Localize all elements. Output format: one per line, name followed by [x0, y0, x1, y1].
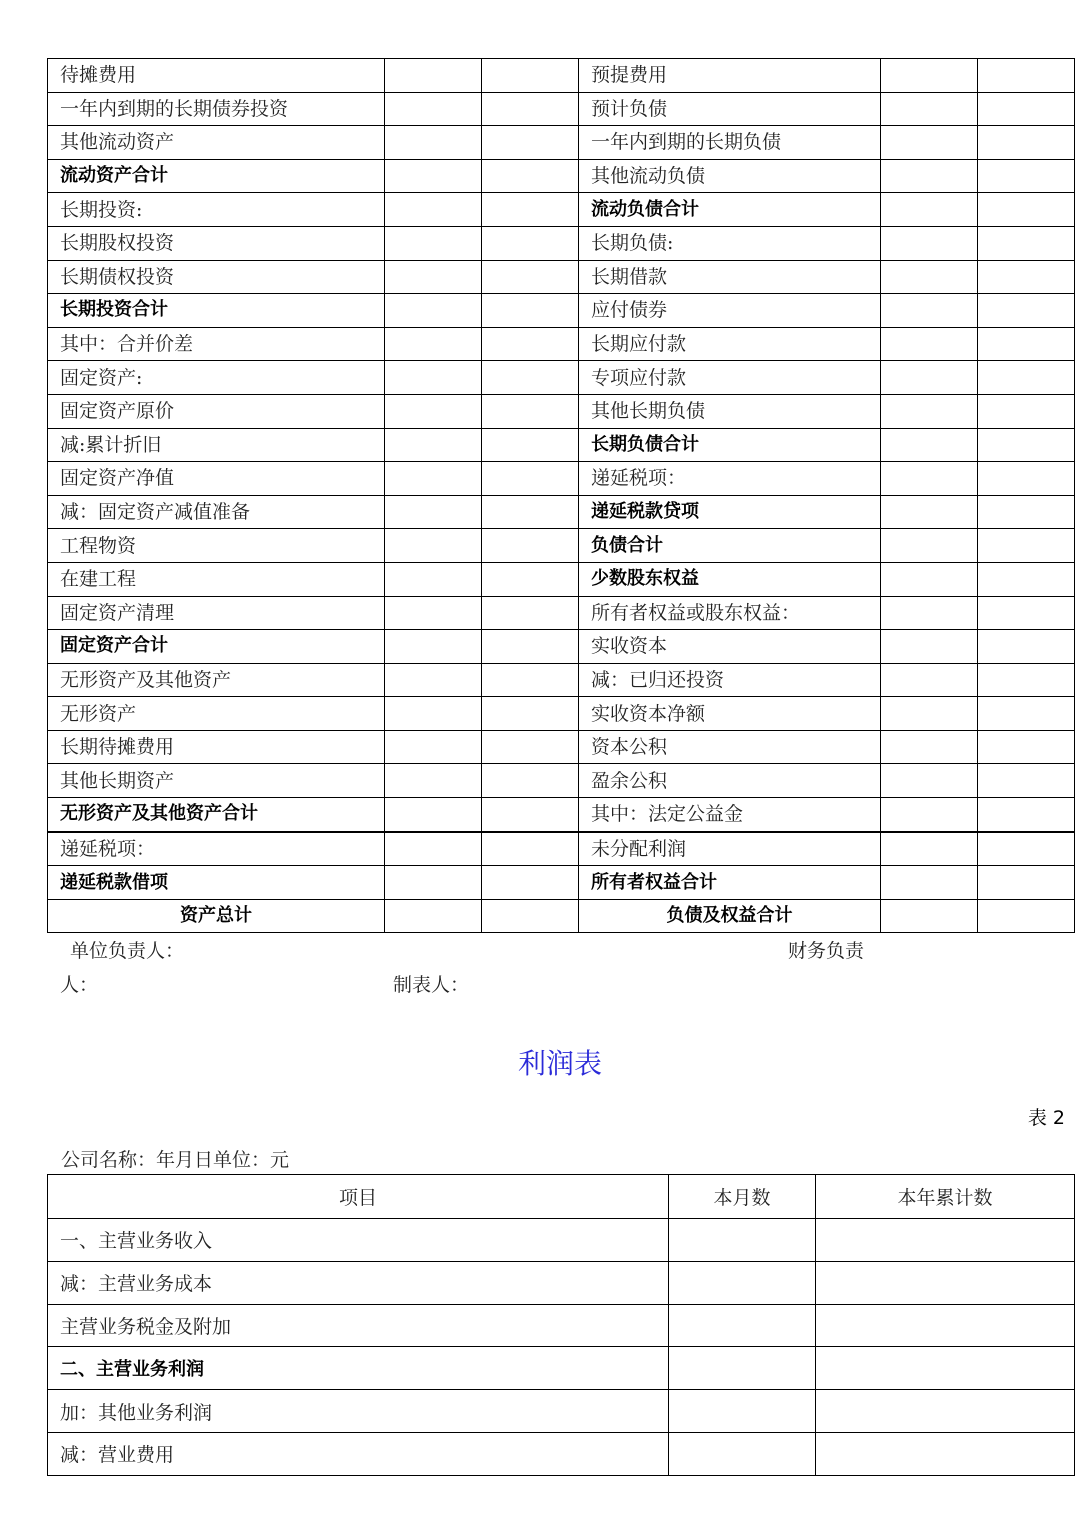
asset-value-cell — [482, 562, 579, 596]
month-value-cell — [669, 1261, 816, 1304]
liability-value-cell — [881, 159, 978, 193]
asset-item-cell: 其他长期资产 — [48, 764, 385, 798]
table-row — [48, 798, 1075, 832]
liability-item-cell: 少数股东权益 — [579, 562, 881, 596]
liability-item-cell: 负债及权益合计 — [579, 899, 881, 933]
liability-value-cell — [978, 764, 1075, 798]
asset-item-cell: 工程物资 — [48, 529, 385, 563]
liability-item-cell: 长期借款 — [579, 260, 881, 294]
liability-item-cell: 所有者权益合计 — [579, 866, 881, 900]
liability-item-cell: 减：已归还投资 — [579, 663, 881, 697]
liability-value-cell — [978, 361, 1075, 395]
asset-value-cell — [385, 294, 482, 328]
income-item-cell: 一、主营业务收入 — [48, 1219, 669, 1262]
table-row — [48, 1219, 1075, 1262]
asset-item-cell: 递延税项： — [48, 832, 385, 866]
asset-value-cell — [482, 428, 579, 462]
table-row — [48, 226, 1075, 260]
asset-value-cell — [385, 899, 482, 933]
ytd-value-cell — [816, 1390, 1075, 1433]
liability-item-cell: 实收资本 — [579, 630, 881, 664]
liability-item-cell: 递延税款贷项 — [579, 495, 881, 529]
asset-item-cell: 无形资产 — [48, 697, 385, 731]
income-item-cell: 减：营业费用 — [48, 1432, 669, 1475]
asset-value-cell — [482, 495, 579, 529]
ytd-value-cell — [816, 1347, 1075, 1390]
asset-value-cell — [482, 697, 579, 731]
liability-value-cell — [881, 327, 978, 361]
asset-item-cell: 其他流动资产 — [48, 126, 385, 160]
liability-value-cell — [881, 866, 978, 900]
liability-value-cell — [881, 832, 978, 866]
table-row — [48, 260, 1075, 294]
liability-value-cell — [978, 529, 1075, 563]
asset-item-cell: 资产总计 — [48, 899, 385, 933]
liability-value-cell — [978, 866, 1075, 900]
table-row — [48, 92, 1075, 126]
asset-item-cell: 固定资产原价 — [48, 394, 385, 428]
liability-item-cell: 长期负债: — [579, 226, 881, 260]
preparer-label: 制表人： — [393, 974, 470, 996]
liability-value-cell — [881, 697, 978, 731]
month-value-cell — [669, 1347, 816, 1390]
table-row — [48, 126, 1075, 160]
liability-item-cell: 其他流动负债 — [579, 159, 881, 193]
table-row — [48, 832, 1075, 866]
asset-value-cell — [385, 59, 482, 93]
liability-item-cell: 长期负债合计 — [579, 428, 881, 462]
liability-item-cell: 流动负债合计 — [579, 193, 881, 227]
liability-item-cell: 应付债券 — [579, 294, 881, 328]
table-row — [48, 562, 1075, 596]
table-number: 表 2 — [1027, 1107, 1065, 1129]
liability-value-cell — [978, 394, 1075, 428]
liability-value-cell — [978, 630, 1075, 664]
table-row — [48, 730, 1075, 764]
asset-value-cell — [385, 159, 482, 193]
asset-value-cell — [385, 428, 482, 462]
asset-value-cell — [482, 193, 579, 227]
month-value-cell — [669, 1390, 816, 1433]
liability-value-cell — [978, 126, 1075, 160]
unit-head-label: 单位负责人： — [70, 940, 185, 962]
income-item-cell: 减：主营业务成本 — [48, 1261, 669, 1304]
liability-value-cell — [881, 294, 978, 328]
asset-value-cell — [385, 92, 482, 126]
liability-value-cell — [978, 327, 1075, 361]
asset-item-cell: 减:累计折旧 — [48, 428, 385, 462]
asset-value-cell — [482, 92, 579, 126]
asset-value-cell — [482, 294, 579, 328]
ytd-value-cell — [816, 1432, 1075, 1475]
liability-value-cell — [881, 495, 978, 529]
table-row — [48, 866, 1075, 900]
finance-head-label: 财务负责 — [788, 940, 865, 962]
ytd-value-cell — [816, 1219, 1075, 1262]
liability-value-cell — [881, 462, 978, 496]
liability-value-cell — [978, 562, 1075, 596]
liability-item-cell: 专项应付款 — [579, 361, 881, 395]
income-item-cell: 加：其他业务利润 — [48, 1390, 669, 1433]
asset-item-cell: 长期债权投资 — [48, 260, 385, 294]
asset-value-cell — [482, 529, 579, 563]
liability-item-cell: 资本公积 — [579, 730, 881, 764]
table-row — [48, 697, 1075, 731]
asset-value-cell — [482, 327, 579, 361]
asset-item-cell: 流动资产合计 — [48, 159, 385, 193]
asset-value-cell — [482, 798, 579, 832]
asset-item-cell: 在建工程 — [48, 562, 385, 596]
liability-item-cell: 长期应付款 — [579, 327, 881, 361]
asset-value-cell — [482, 866, 579, 900]
liability-value-cell — [978, 260, 1075, 294]
income-item-cell: 主营业务税金及附加 — [48, 1304, 669, 1347]
finance-head-label-cont: 人： — [60, 974, 99, 996]
liability-value-cell — [978, 294, 1075, 328]
table-row — [48, 1304, 1075, 1347]
asset-value-cell — [482, 159, 579, 193]
month-value-cell — [669, 1304, 816, 1347]
ytd-value-cell — [816, 1261, 1075, 1304]
liability-value-cell — [978, 798, 1075, 832]
asset-value-cell — [385, 562, 482, 596]
table-row — [48, 630, 1075, 664]
asset-item-cell: 一年内到期的长期债券投资 — [48, 92, 385, 126]
asset-value-cell — [482, 59, 579, 93]
liability-item-cell: 其中：法定公益金 — [579, 798, 881, 832]
liability-item-cell: 预计负债 — [579, 92, 881, 126]
liability-value-cell — [978, 59, 1075, 93]
income-item-cell: 二、主营业务利润 — [48, 1347, 669, 1390]
liability-value-cell — [881, 193, 978, 227]
liability-value-cell — [881, 730, 978, 764]
liability-item-cell: 负债合计 — [579, 529, 881, 563]
header-item: 项目 — [48, 1175, 669, 1219]
asset-value-cell — [385, 226, 482, 260]
asset-item-cell: 其中：合并价差 — [48, 327, 385, 361]
asset-value-cell — [482, 630, 579, 664]
asset-value-cell — [385, 730, 482, 764]
balance-sheet-table — [47, 58, 1075, 933]
asset-value-cell — [482, 394, 579, 428]
asset-item-cell: 无形资产及其他资产 — [48, 663, 385, 697]
table-row — [48, 764, 1075, 798]
liability-value-cell — [881, 899, 978, 933]
ytd-value-cell — [816, 1304, 1075, 1347]
asset-value-cell — [385, 798, 482, 832]
liability-value-cell — [978, 697, 1075, 731]
income-header-row — [48, 1175, 1075, 1219]
asset-value-cell — [385, 260, 482, 294]
table-row — [48, 327, 1075, 361]
liability-item-cell: 所有者权益或股东权益： — [579, 596, 881, 630]
asset-value-cell — [385, 663, 482, 697]
liability-value-cell — [978, 462, 1075, 496]
liability-value-cell — [881, 126, 978, 160]
liability-value-cell — [978, 730, 1075, 764]
asset-value-cell — [385, 193, 482, 227]
table-row — [48, 193, 1075, 227]
asset-value-cell — [385, 394, 482, 428]
asset-item-cell: 固定资产清理 — [48, 596, 385, 630]
asset-item-cell: 减：固定资产减值准备 — [48, 495, 385, 529]
liability-item-cell: 预提费用 — [579, 59, 881, 93]
month-value-cell — [669, 1432, 816, 1475]
asset-item-cell: 递延税款借项 — [48, 866, 385, 900]
table-row — [48, 1390, 1075, 1433]
liability-item-cell: 一年内到期的长期负债 — [579, 126, 881, 160]
asset-value-cell — [482, 126, 579, 160]
asset-item-cell: 长期投资: — [48, 193, 385, 227]
income-statement-table — [47, 1174, 1075, 1476]
table-row — [48, 529, 1075, 563]
table-row — [48, 1432, 1075, 1475]
asset-value-cell — [385, 764, 482, 798]
asset-value-cell — [482, 361, 579, 395]
liability-value-cell — [881, 529, 978, 563]
asset-value-cell — [385, 462, 482, 496]
table-row — [48, 462, 1075, 496]
liability-value-cell — [881, 361, 978, 395]
asset-value-cell — [385, 495, 482, 529]
table-row — [48, 394, 1075, 428]
liability-item-cell: 盈余公积 — [579, 764, 881, 798]
liability-value-cell — [978, 899, 1075, 933]
table-row — [48, 495, 1075, 529]
asset-item-cell: 长期待摊费用 — [48, 730, 385, 764]
liability-value-cell — [881, 428, 978, 462]
month-value-cell — [669, 1219, 816, 1262]
asset-value-cell — [385, 529, 482, 563]
asset-value-cell — [482, 663, 579, 697]
asset-item-cell: 无形资产及其他资产合计 — [48, 798, 385, 832]
table-row — [48, 428, 1075, 462]
header-month: 本月数 — [669, 1175, 816, 1219]
liability-value-cell — [978, 428, 1075, 462]
liability-value-cell — [978, 159, 1075, 193]
asset-value-cell — [482, 596, 579, 630]
liability-item-cell: 递延税项： — [579, 462, 881, 496]
table-row — [48, 663, 1075, 697]
asset-value-cell — [482, 462, 579, 496]
table-row — [48, 1261, 1075, 1304]
liability-value-cell — [881, 798, 978, 832]
liability-value-cell — [978, 663, 1075, 697]
asset-item-cell: 固定资产净值 — [48, 462, 385, 496]
liability-item-cell: 未分配利润 — [579, 832, 881, 866]
company-line: 公司名称：年月日单位：元 — [61, 1149, 290, 1171]
liability-value-cell — [881, 596, 978, 630]
asset-value-cell — [385, 866, 482, 900]
table-row — [48, 899, 1075, 933]
liability-value-cell — [881, 562, 978, 596]
liability-value-cell — [881, 260, 978, 294]
liability-value-cell — [978, 193, 1075, 227]
asset-value-cell — [385, 126, 482, 160]
liability-item-cell: 其他长期负债 — [579, 394, 881, 428]
table-row — [48, 596, 1075, 630]
asset-value-cell — [482, 730, 579, 764]
liability-value-cell — [881, 59, 978, 93]
liability-value-cell — [978, 495, 1075, 529]
asset-value-cell — [482, 899, 579, 933]
asset-value-cell — [482, 832, 579, 866]
asset-value-cell — [385, 361, 482, 395]
liability-value-cell — [978, 226, 1075, 260]
liability-item-cell: 实收资本净额 — [579, 697, 881, 731]
liability-value-cell — [978, 92, 1075, 126]
asset-value-cell — [482, 260, 579, 294]
table-row — [48, 1347, 1075, 1390]
asset-item-cell: 待摊费用 — [48, 59, 385, 93]
liability-value-cell — [881, 394, 978, 428]
income-statement-title: 利润表 — [517, 1047, 602, 1080]
asset-value-cell — [385, 630, 482, 664]
asset-value-cell — [385, 327, 482, 361]
asset-value-cell — [482, 226, 579, 260]
asset-value-cell — [385, 832, 482, 866]
asset-value-cell — [385, 596, 482, 630]
asset-value-cell — [385, 697, 482, 731]
liability-value-cell — [881, 764, 978, 798]
table-row — [48, 59, 1075, 93]
asset-item-cell: 固定资产: — [48, 361, 385, 395]
liability-value-cell — [881, 663, 978, 697]
asset-item-cell: 长期股权投资 — [48, 226, 385, 260]
balance-sheet-body — [48, 59, 1075, 933]
asset-value-cell — [482, 764, 579, 798]
asset-item-cell: 固定资产合计 — [48, 630, 385, 664]
liability-value-cell — [978, 596, 1075, 630]
liability-value-cell — [881, 630, 978, 664]
table-row — [48, 361, 1075, 395]
liability-value-cell — [881, 226, 978, 260]
header-ytd: 本年累计数 — [816, 1175, 1075, 1219]
liability-value-cell — [881, 92, 978, 126]
income-statement-body — [48, 1219, 1075, 1476]
asset-item-cell: 长期投资合计 — [48, 294, 385, 328]
table-row — [48, 294, 1075, 328]
liability-value-cell — [978, 832, 1075, 866]
table-row — [48, 159, 1075, 193]
